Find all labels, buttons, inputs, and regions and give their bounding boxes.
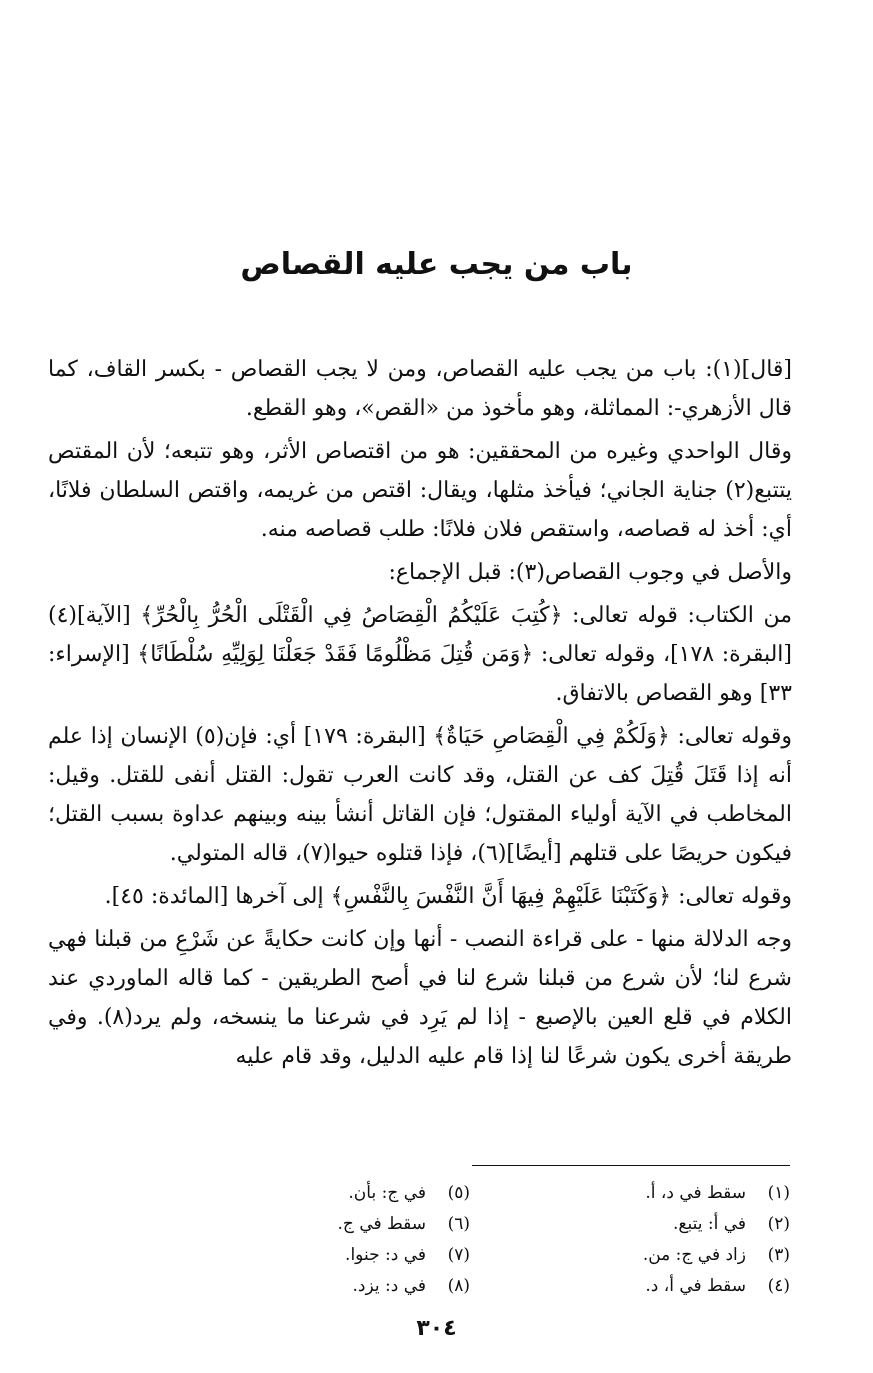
footnote xyxy=(200,1271,470,1302)
footnote xyxy=(520,1240,790,1271)
footnotes-column-left xyxy=(200,1178,470,1302)
page-number: ٣٠٤ xyxy=(416,1316,457,1341)
footnote-number: (٥) xyxy=(447,1183,470,1203)
paragraph: وقوله تعالى: ﴿وَلَكُمْ فِي الْقِصَاصِ حَيَاةٌ﴾ [البقرة: ١٧٩] أي: فإن(٥) الإنسان إذا علم أنه إذا قَتَلَ قُتِلَ كف عن القتل، وقد كانت العرب تقول: القتل أنفى للقتل. وقيل: المخاطب في الآية أولياء المقتول؛ فإن القاتل أنشأ بينه وبينهم عداوة بسبب القتل؛ فيكون حريصًا على قتلهم [أيضًا](٦)، فإذا قتلوه حيوا(٧)، قاله المتولي. xyxy=(48,724,793,866)
footnote-number: (٧) xyxy=(447,1245,470,1265)
footnote-number: (٢) xyxy=(767,1214,790,1234)
footnote xyxy=(520,1271,790,1302)
footnote xyxy=(520,1178,790,1209)
paragraph: من الكتاب: قوله تعالى: ﴿كُتِبَ عَلَيْكُمُ الْقِصَاصُ فِي الْقَتْلَى الْحُرُّ بِالْحُرِّ﴾ [الآية](٤) [البقرة: ١٧٨]، وقوله تعالى: ﴿وَمَن قُتِلَ مَظْلُومًا فَقَدْ جَعَلْنَا لِوَلِيِّهِ سُلْطَانًا﴾ [الإسراء: ٣٣] وهو القصاص بالاتفاق. xyxy=(48,603,792,706)
footnote-number: (٤) xyxy=(767,1276,790,1296)
paragraph: والأصل في وجوب القصاص(٣): قبل الإجماع: xyxy=(388,560,792,585)
paragraph: وقوله تعالى: ﴿وَكَتَبْنَا عَلَيْهِمْ فِيهَا أَنَّ النَّفْسَ بِالنَّفْسِ﴾ إلى آخرها [المائدة: ٤٥]. xyxy=(104,884,792,909)
chapter-title: باب من يجب عليه القصاص xyxy=(240,247,633,282)
footnote-number: (٨) xyxy=(447,1276,470,1296)
footnote xyxy=(200,1209,470,1240)
footnote xyxy=(520,1209,790,1240)
footnotes xyxy=(200,1178,790,1302)
footnote-text: في د: يزد. xyxy=(352,1276,426,1296)
paragraph: وقال الواحدي وغيره من المحققين: هو من اقتصاص الأثر، وهو تتبعه؛ لأن المقتص يتتبع(٢) جناية الجاني؛ فيأخذ مثلها، ويقال: اقتص من غريمه، واقتص السلطان فلانًا، أي: أخذ له قصاصه، واستقص فلان فلانًا: طلب قصاصه منه. xyxy=(48,439,792,542)
footnote-text: زاد في ج: من. xyxy=(642,1245,746,1265)
footnote-number: (٦) xyxy=(447,1214,470,1234)
footnote xyxy=(200,1240,470,1271)
paragraph: [قال](١): باب من يجب عليه القصاص، ومن لا يجب القصاص - بكسر القاف، كما قال الأزهري-: المماثلة، وهو مأخوذ من «القص»، وهو القطع. xyxy=(48,357,792,421)
footnote-text: سقط في ج. xyxy=(337,1214,426,1234)
paragraph: وجه الدلالة منها - على قراءة النصب - أنها وإن كانت حكايةً عن شَرْعِ من قبلنا فهي شرع لنا؛ لأن شرع من قبلنا شرع لنا في أصح الطريقين - كما قاله الماوردي عند الكلام في قلع العين بالإصبع - إذا لم يَرِد في شرعنا ما ينسخه، ولم يرد(٨). وفي طريقة أخرى يكون شرعًا لنا إذا قام عليه الدليل، وقد قام عليه xyxy=(48,927,793,1069)
footnote-text: في ج: بأن. xyxy=(348,1183,426,1203)
footnote xyxy=(200,1178,470,1209)
footnote-separator xyxy=(472,1165,790,1166)
footnote-number: (١) xyxy=(767,1183,790,1203)
main-text xyxy=(48,350,792,1080)
footnote-text: في أ: يتبع. xyxy=(673,1214,746,1234)
footnotes-column-right xyxy=(520,1178,790,1302)
footnote-number: (٣) xyxy=(767,1245,790,1265)
footnote-text: في د: جنوا. xyxy=(345,1245,426,1265)
footnote-text: سقط في د، أ. xyxy=(645,1183,746,1203)
footnote-text: سقط في أ، د. xyxy=(645,1276,746,1296)
